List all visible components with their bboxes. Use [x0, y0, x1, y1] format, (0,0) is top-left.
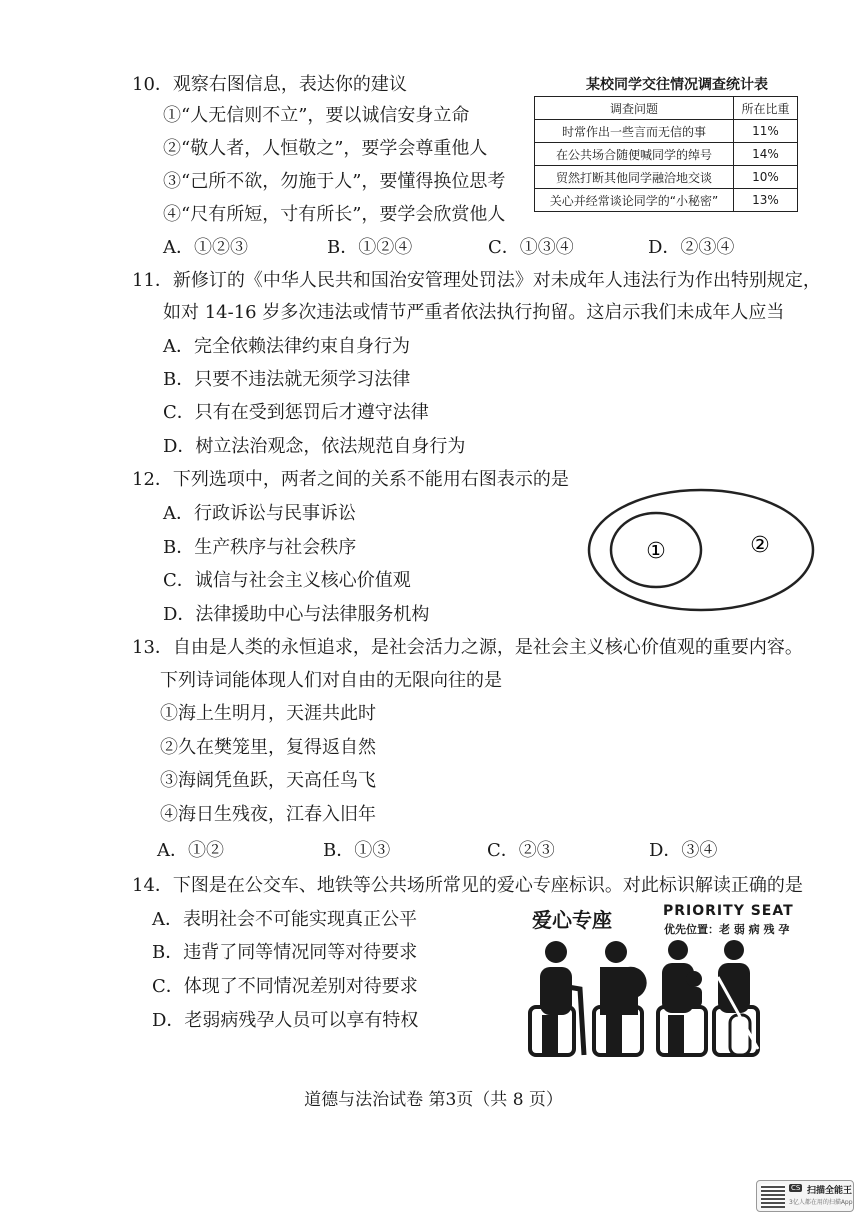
table-cell: 10%: [734, 166, 798, 189]
q11-stem-line-2: 如对 14-16 岁多次违法或情节严重者依法执行拘留。这启示我们未成年人应当: [163, 302, 785, 323]
q12-option-d: D．法律援助中心与法律服务机构: [163, 604, 430, 625]
elderly-person-icon: [530, 941, 584, 1055]
table-cell: 14%: [734, 143, 798, 166]
table-cell: 11%: [734, 120, 798, 143]
table-header: 调查问题: [535, 97, 734, 120]
table-cell: 在公共场合随便喊同学的绰号: [535, 143, 734, 166]
survey-table-title: 某校同学交往情况调查统计表: [586, 77, 768, 93]
q12-option-b: B．生产秩序与社会秩序: [163, 537, 357, 558]
priority-seat-title-en: PRIORITY SEAT: [663, 903, 794, 919]
scanner-name: 扫描全能王: [807, 1186, 853, 1196]
q13-stem-line-1: 13．自由是人类的永恒追求，是社会活力之源，是社会主义核心价值观的重要内容。: [132, 637, 803, 658]
q14-stem: 14．下图是在公交车、地铁等公共场所常见的爱心专座标识。对此标识解读正确的是: [132, 875, 803, 896]
page-footer: 道德与法治试卷 第3页（共 8 页）: [304, 1090, 563, 1110]
q10-stem: 10．观察右图信息，表达你的建议: [132, 74, 407, 95]
scanner-watermark: [756, 1180, 854, 1212]
pregnant-person-icon: [594, 941, 647, 1055]
priority-seat-subtitle: 优先位置：老 弱 病 残 孕: [664, 923, 790, 936]
table-header: 所在比重: [734, 97, 798, 120]
q10-option-a: A．①②③: [163, 237, 248, 258]
venn-outer-label: ②: [750, 533, 770, 558]
q13-item-2: ②久在樊笼里，复得返自然: [160, 737, 376, 758]
q10-item-1: ①“人无信则不立”，要以诚信安身立命: [163, 105, 470, 126]
qr-code-icon: [761, 1184, 785, 1208]
table-cell: 关心并经常谈论同学的“小秘密”: [535, 189, 734, 212]
q13-item-1: ①海上生明月，天涯共此时: [160, 703, 376, 724]
table-cell: 贸然打断其他同学融洽地交谈: [535, 166, 734, 189]
q13-option-b: B．①③: [323, 840, 391, 861]
q10-item-4: ④“尺有所短，寸有所长”，要学会欣赏他人: [163, 204, 506, 225]
q10-option-d: D．②③④: [648, 237, 735, 258]
q11-option-c: C．只有在受到惩罚后才遵守法律: [163, 402, 429, 423]
q11-option-d: D．树立法治观念，依法规范自身行为: [163, 436, 466, 457]
q12-stem: 12．下列选项中，两者之间的关系不能用右图表示的是: [132, 469, 569, 490]
q10-option-b: B．①②④: [327, 237, 413, 258]
table-cell: 13%: [734, 189, 798, 212]
q11-option-b: B．只要不违法就无须学习法律: [163, 369, 411, 390]
q11-stem-line-1: 11．新修订的《中华人民共和国治安管理处罚法》对未成年人违法行为作出特别规定，: [132, 270, 821, 291]
table-row: [535, 143, 798, 166]
q14-option-a: A．表明社会不可能实现真正公平: [152, 909, 417, 930]
table-row: [535, 189, 798, 212]
q14-option-c: C．体现了不同情况差别对待要求: [152, 976, 418, 997]
q10-item-2: ②“敬人者，人恒敬之”，要学会尊重他人: [163, 138, 488, 159]
q14-option-b: B．违背了同等情况同等对待要求: [152, 942, 418, 963]
scanner-subtitle: 3亿人都在用的扫描App: [789, 1199, 853, 1206]
scanner-badge: CS: [791, 1184, 801, 1192]
survey-table: [534, 96, 798, 212]
injured-person-icon: [714, 940, 758, 1055]
person-with-child-icon: [658, 940, 706, 1055]
priority-seat-title-cn: 爱心专座: [532, 908, 612, 932]
venn-diagram: [586, 488, 816, 614]
q13-option-d: D．③④: [649, 840, 718, 861]
table-row: [535, 120, 798, 143]
table-row: [535, 166, 798, 189]
q13-stem-line-2: 下列诗词能体现人们对自由的无限向往的是: [160, 670, 502, 691]
q13-item-3: ③海阔凭鱼跃，天高任鸟飞: [160, 770, 376, 791]
priority-seat-pictograms: [528, 937, 760, 1061]
q13-option-c: C．②③: [487, 840, 555, 861]
table-cell: 时常作出一些言而无信的事: [535, 120, 734, 143]
q13-option-a: A．①②: [157, 840, 224, 861]
venn-inner-label: ①: [646, 539, 666, 564]
q10-option-c: C．①③④: [488, 237, 574, 258]
q14-option-d: D．老弱病残孕人员可以享有特权: [152, 1010, 419, 1031]
q13-item-4: ④海日生残夜，江春入旧年: [160, 804, 376, 825]
q11-option-a: A．完全依赖法律约束自身行为: [163, 336, 410, 357]
q12-option-c: C．诚信与社会主义核心价值观: [163, 570, 411, 591]
table-header-row: [535, 97, 798, 120]
q10-item-3: ③“己所不欲，勿施于人”，要懂得换位思考: [163, 171, 506, 192]
q12-option-a: A．行政诉讼与民事诉讼: [163, 503, 356, 524]
